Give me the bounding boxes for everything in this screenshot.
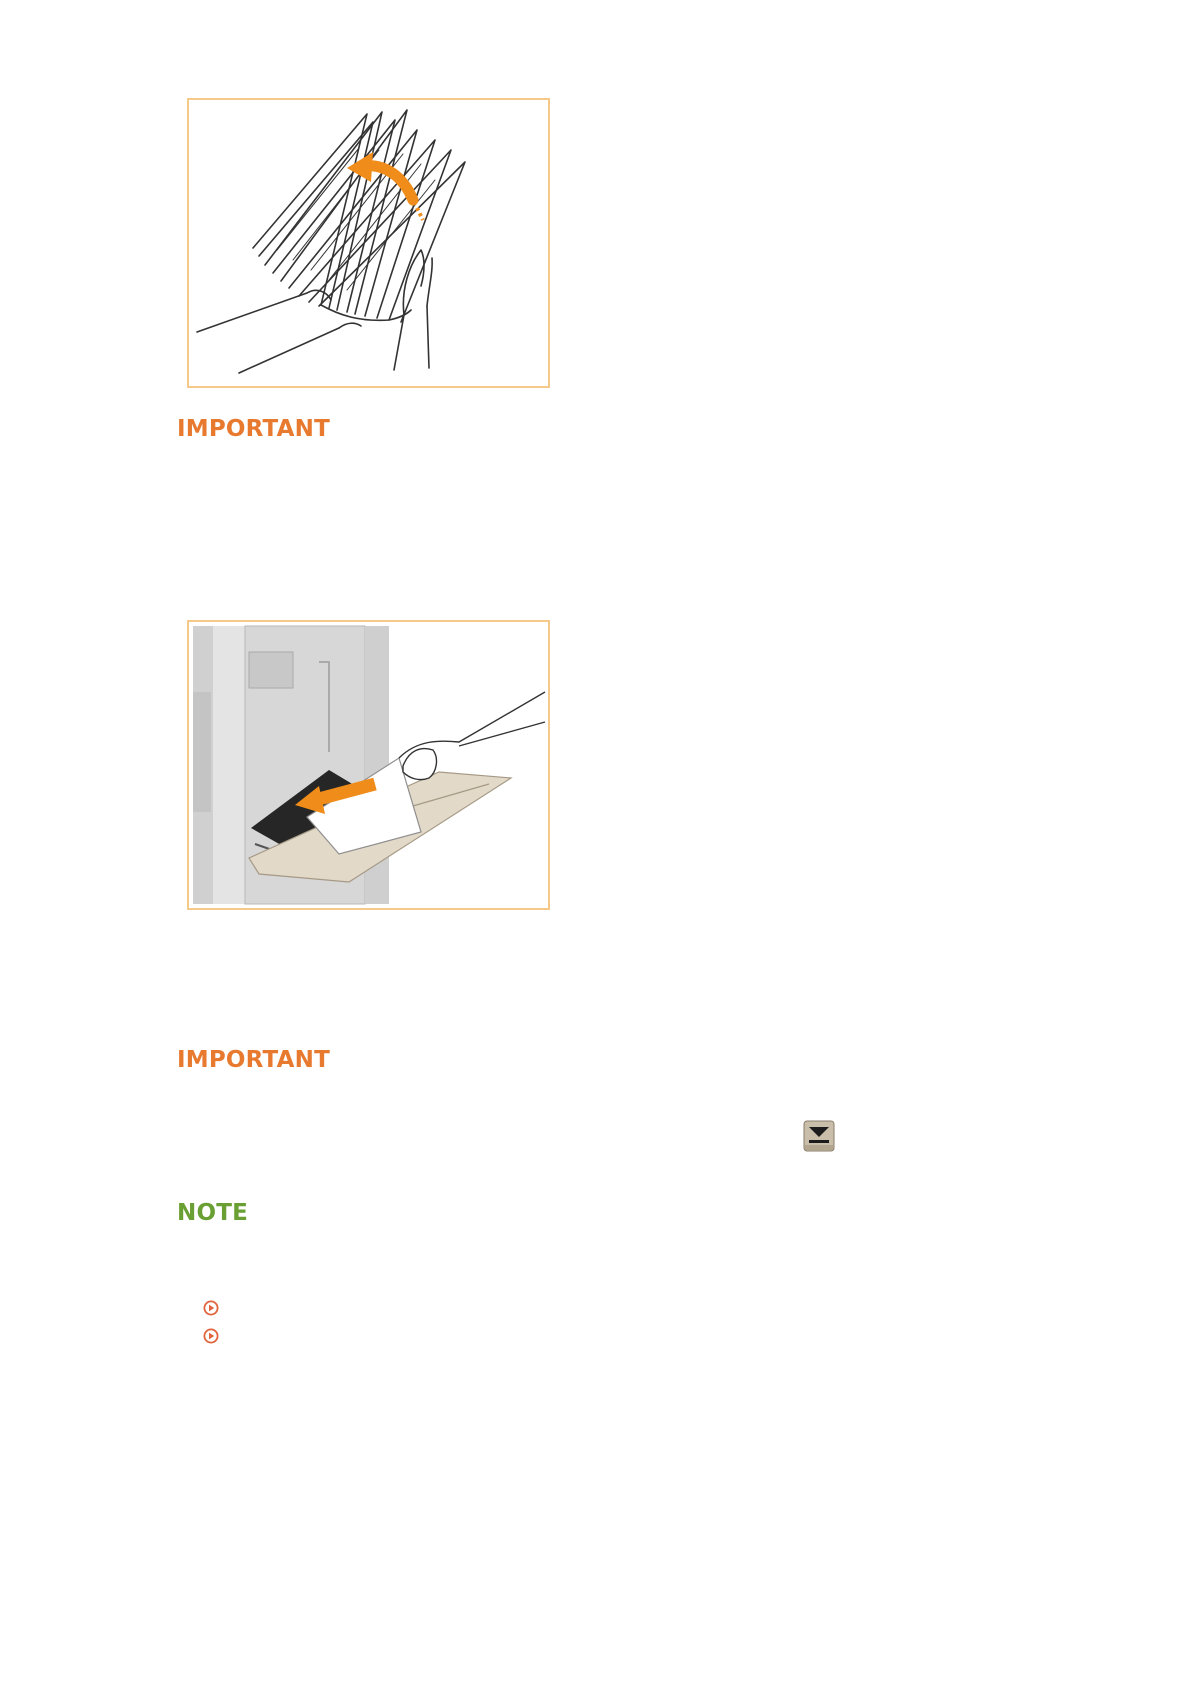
important-heading: IMPORTANT (177, 416, 330, 442)
multi-purpose-tray-loading-illustration (187, 620, 550, 910)
tray-feed-icon (803, 1120, 835, 1152)
circle-arrow-bullet-icon[interactable] (203, 1300, 219, 1316)
circle-arrow-bullet-icon[interactable] (203, 1328, 219, 1344)
note-heading: NOTE (177, 1200, 249, 1226)
important-heading: IMPORTANT (177, 1047, 330, 1073)
paper-fanning-illustration (187, 98, 550, 388)
